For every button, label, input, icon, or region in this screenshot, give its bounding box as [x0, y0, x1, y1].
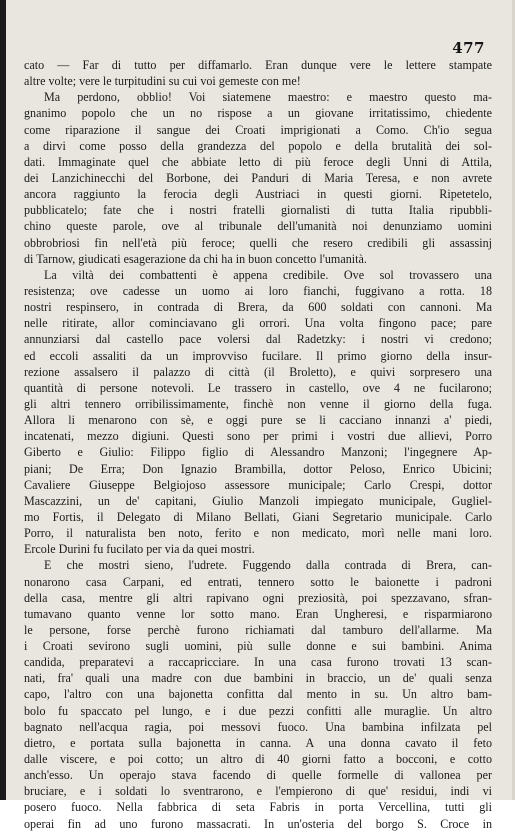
text-line: nati, fra' quali una madre con due bambini in braccio, un de' quali senza: [24, 671, 492, 686]
paragraph: [24, 557, 492, 831]
text-line: nonarono casa Carpani, ed entrati, tennero sotto le baionette i padroni: [24, 574, 492, 589]
text-line: gli altri tennero orribilissimamente, finchè non venne il giorno della fuga.: [24, 396, 492, 411]
text-line: Allora li menarono con sè, e oggi pure se li cacciano innanzi a' piedi,: [24, 413, 492, 428]
text-line: candida, preparatevi a raccapricciare. In una casa furono trovati 13 scan-: [24, 655, 492, 670]
text-line: ancora raggiunto la ferocia degli Austriaci in questi giorni. Ripetetelo,: [24, 187, 492, 202]
text-line: dei Lanzichinecchi del Borbone, dei Panduri di Maria Teresa, e non avrete: [24, 170, 492, 185]
text-line: altre volte; vere le turpitudini su cui voi gemeste con me!: [24, 74, 301, 89]
text-line: nostri respinsero, in contrada di Brera, da 600 soldati con cannoni. Ma: [24, 300, 492, 315]
paragraph: [24, 57, 492, 89]
page-number: 477: [452, 39, 485, 57]
text-line: tumavano quanto venne lor sotto mano. Eran Ungheresi, e risparmiarono: [24, 606, 492, 621]
text-line: capo, l'altro con una bajonetta confitta dal mento in su. Un altro bam-: [24, 687, 492, 702]
text-line: Ercole Durini fu fucilato per via da quei mostri.: [24, 542, 255, 557]
text-line: dietro, e portata sulla bajonetta in canna. A una donna cavato il feto: [24, 735, 492, 750]
text-line: chino queste parole, ove al tribunale dell'umanità noi denunziamo uomini: [24, 219, 492, 234]
text-line: dati. Immaginate quel che abbiate letto di più feroce degli Unni di Attila,: [24, 154, 492, 169]
paragraph: [24, 267, 492, 558]
text-line: bruciare, e i soldati lo sventrarono, e l'empierono di que' residui, indi vi: [24, 784, 492, 799]
text-line: Porro, il naturalista ben noto, ferito e non medicato, morì nelle mani loro.: [24, 526, 492, 541]
text-line: Giberto e Giulio: Filippo figlio di Alessandro Manzoni; l'ingegnere Ap-: [24, 445, 492, 460]
text-line: anch'esso. Un operajo stava facendo di quelle formelle di vallonea per: [24, 768, 492, 783]
text-line: mo Fortis, il Delegato di Milano Bellati, Giani Segretario municipale. Carlo: [24, 509, 492, 524]
text-line: pubblicatelo; fate che i nostri fratelli giornalisti di tutta Italia ripubbli-: [24, 203, 492, 218]
text-line: bagnato nell'acqua ragia, poi messovi fuoco. Una bambina infilzata pel: [24, 719, 492, 734]
paragraph: [24, 89, 492, 267]
text-line: annunziarsi dal castello pace volersi dal Radetzky: i nostri vi credono;: [24, 332, 492, 347]
body-text: [24, 57, 492, 832]
text-line: le persone, forse perchè furono richiamati dal tamburo dell'allarme. Ma: [24, 622, 492, 637]
text-line: come riparazione il sangue dei Croati imprigionati a Como. Ch'io segua: [24, 122, 492, 137]
text-line: quantità di persone notevoli. Le trassero in castello, ove 4 ne fucilarono;: [24, 380, 492, 395]
text-line: ed eccoli assaliti da un improvviso fucilare. Il primo giorno della insur-: [24, 348, 492, 363]
text-line: obbrobriosi fin nell'età più feroce; quelli che resero credibili gli assassinj: [24, 235, 492, 250]
text-line: della casa, mentre gli altri rapivano ogni preziosità, poi spezzavano, sfran-: [24, 590, 492, 605]
text-line: La viltà dei combattenti è appena credibile. Ove sol trovassero una: [44, 267, 492, 282]
text-line: di Tarnow, giudicati esagerazione da chi ha in buon concetto l'umanità.: [24, 251, 367, 266]
text-line: Cavaliere Giuseppe Belgiojoso assessore municipale; Carlo Crespi, dottor: [24, 477, 492, 492]
text-line: gnanimo popolo che un no rispose a un giovane irritatissimo, chiedente: [24, 106, 492, 121]
text-line: posero fuoco. Nella fabbrica di seta Fabris in porta Vercellina, tutti gli: [24, 800, 492, 815]
text-line: dalle viscere, e poi cotto; un altro di 40 giorni fatto a bocconi, e cotto: [24, 752, 492, 767]
text-line: E che mostri sieno, l'udrete. Fuggendo dalla contrada di Brera, can-: [44, 558, 492, 573]
text-line: resistenza; ove cadesse un uomo ai loro fianchi, fuggivano a rotta. 18: [24, 283, 492, 298]
page-binding-edge: [0, 0, 6, 800]
text-line: piani; De Erra; Don Ignazio Brambilla, dottor Peloso, Enrico Ubicini;: [24, 461, 492, 476]
text-line: Ma perdono, obblio! Voi siatemene maestro: e maestro questo ma-: [44, 90, 492, 105]
text-line: bolo fu spaccato pel lungo, e i due pezzi confitti alle muraglie. Un altro: [24, 703, 492, 718]
text-line: cato — Far di tutto per diffamarlo. Eran dunque vere le lettere stampate: [24, 58, 492, 72]
text-line: Mascazzini, un de' capitani, Giulio Manzoli impiegato municipale, Gugliel-: [24, 493, 492, 508]
text-line: i Croati sevirono sugli uomini, più sulle donne e sui bambini. Anima: [24, 639, 492, 654]
text-line: incatenati, mezzo digiuni. Questi sono per primi i vostri due allievi, Porro: [24, 429, 492, 444]
text-line: rezione assalsero il palazzo di città (il Broletto), e quivi sorpresero una: [24, 364, 492, 379]
text-line: operai fin ad uno furono massacrati. In un'osteria del borgo S. Croce in: [24, 816, 492, 831]
text-line: nelle ritirate, allor cominciavano gli orrori. Una volta fingono pace; pare: [24, 316, 492, 331]
text-line: a dirvi come posso della grandezza del popolo e della brutalità dei sol-: [24, 138, 492, 153]
